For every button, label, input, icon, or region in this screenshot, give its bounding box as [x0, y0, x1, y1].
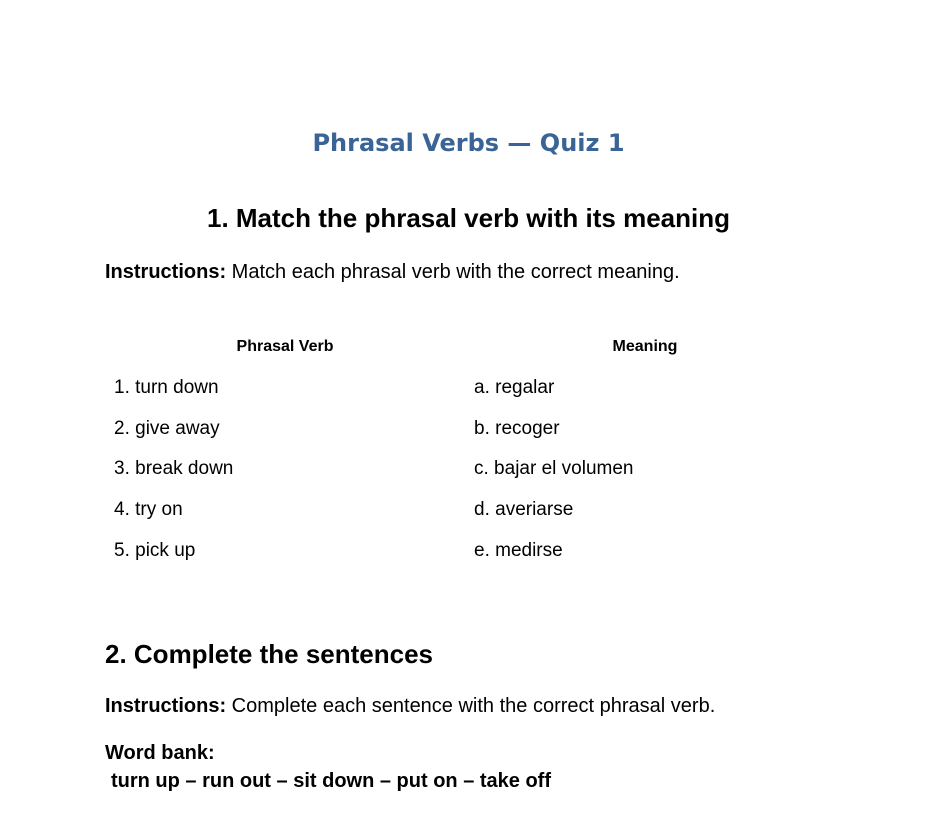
section-2-instructions: [105, 695, 715, 718]
column-header-meaning: Meaning: [612, 338, 678, 355]
section-2-heading: 2. Complete the sentences: [105, 639, 433, 669]
instructions-label: Instructions:: [105, 261, 227, 283]
phrasal-verb-cell: 3. break down: [114, 458, 234, 479]
section-1-heading: 1. Match the phrasal verb with its meaning: [206, 203, 730, 233]
instructions-text: Complete each sentence with the correct phrasal verb.: [226, 695, 716, 717]
meaning-cell: d. averiarse: [474, 499, 574, 520]
meaning-cell: b. recoger: [474, 418, 560, 439]
table-row: [105, 458, 825, 499]
column-header-phrasal-verb: Phrasal Verb: [236, 338, 334, 355]
meaning-cell: e. medirse: [474, 540, 563, 561]
phrasal-verb-cell: 1. turn down: [114, 377, 219, 398]
instructions-text: Match each phrasal verb with the correct meaning.: [226, 261, 680, 283]
word-bank-items: turn up – run out – sit down – put on – take off: [111, 770, 551, 792]
document-title: Phrasal Verbs — Quiz 1: [312, 129, 625, 157]
section-1-instructions: [105, 261, 680, 284]
meaning-cell: c. bajar el volumen: [474, 458, 634, 479]
phrasal-verb-cell: 2. give away: [114, 418, 220, 439]
table-row: [105, 418, 825, 459]
phrasal-verb-cell: 5. pick up: [114, 540, 196, 561]
instructions-label: Instructions:: [105, 695, 227, 717]
word-bank-label: Word bank:: [105, 742, 215, 764]
table-row: [105, 540, 825, 581]
meaning-cell: a. regalar: [474, 377, 555, 398]
table-row: [105, 377, 825, 418]
table-row: [105, 499, 825, 540]
phrasal-verb-cell: 4. try on: [114, 499, 183, 520]
